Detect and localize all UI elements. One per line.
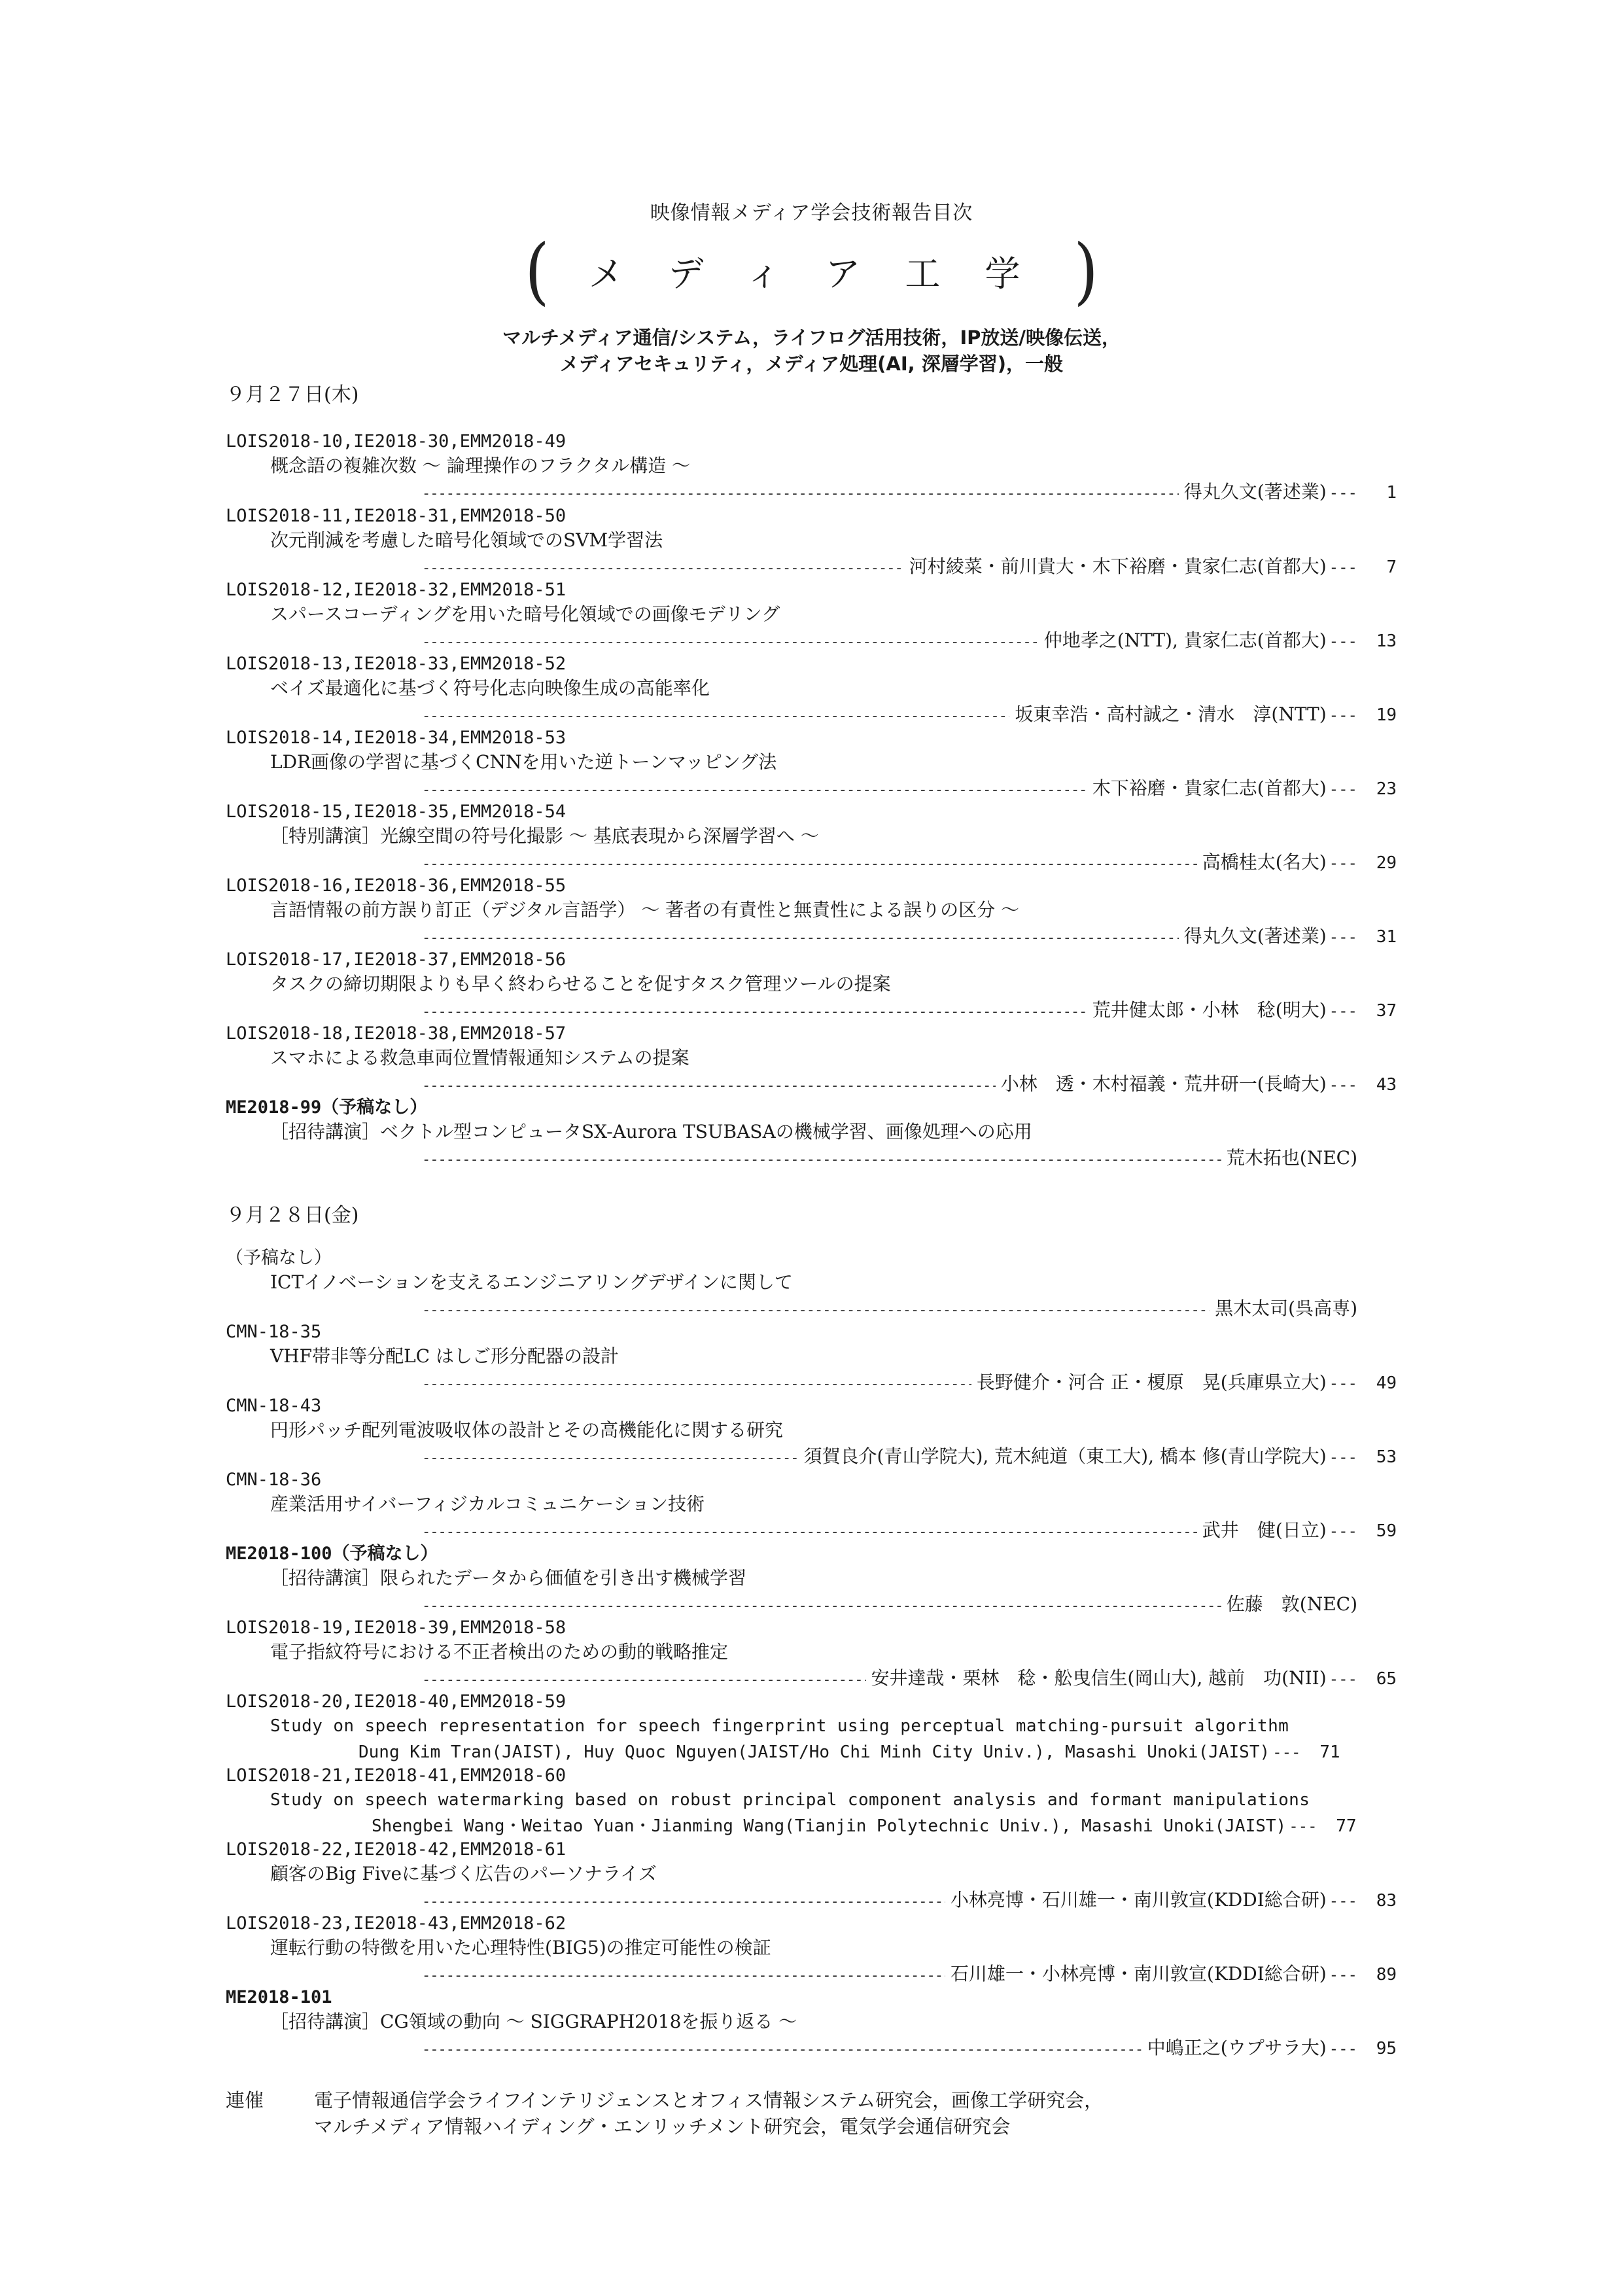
entry-authors: 長野健介・河合 正・榎原 晃(兵庫県立大) [976,1371,1327,1393]
toc-entry[interactable] [226,727,1397,804]
entry-page: 89 [1376,1965,1397,1985]
co-sponsor-block [226,2087,1103,2140]
entry-title: スマホによる救急車両位置情報通知システムの提案 [270,1047,689,1069]
dot-leader [422,1519,1197,1545]
toc-entry[interactable] [226,1321,1397,1398]
entry-title: 言語情報の前方誤り訂正（デジタル言語学） 〜 著者の有責性と無責性による誤りの区分 〜 [270,899,1020,921]
dot-leader [422,481,1179,507]
entry-page: 1 [1386,483,1397,503]
author-line: ----- 安井達哉・栗林 稔・舩曳信生(岡山大), 越前 功(NII) --- 65 [226,1665,1397,1693]
toc-entry[interactable] [226,1395,1397,1472]
author-line: ----- 木下裕磨・貴家仁志(首都大) --- 23 [226,775,1397,804]
dot-leader [422,1593,1221,1619]
entry-authors: 得丸久文(著述業) [1183,481,1327,503]
toc-entry[interactable] [226,1543,1397,1619]
entry-id: LOIS2018-16,IE2018-36,EMM2018-55 [226,875,567,896]
author-line [226,1591,1397,1619]
author-line: ----- 得丸久文(著述業) --- 1 [226,479,1397,507]
dot-leader [422,1298,1210,1324]
entry-page: 95 [1376,2039,1397,2058]
toc-entry[interactable] [226,1913,1397,1989]
entry-authors: 高橋桂太(名大) [1202,851,1327,873]
report-header [0,196,1623,377]
author-line: Shengbei Wang・Weitao Yuan・Jianming Wang(Tianjin Polytechnic Univ.), Masashi Unoki(JAIST) --- 77 [226,1813,1397,1839]
entry-page: 53 [1376,1447,1397,1467]
co-sponsor-list [314,2087,1103,2140]
entry-title: ［招待講演］限られたデータから価値を引き出す機械学習 [270,1567,747,1589]
author-line: ----- 武井 健(日立) --- 59 [226,1517,1397,1545]
entry-authors: 黒木太司(呉高専) [1215,1298,1357,1319]
entry-authors: 石川雄一・小林亮博・南川敦宣(KDDI総合研) [950,1963,1327,1985]
toc-entry[interactable] [226,653,1397,730]
entry-authors: 佐藤 敦(NEC) [1226,1593,1357,1615]
entry-page: 71 [1319,1742,1340,1762]
toc-entry[interactable] [226,949,1397,1025]
topics [0,325,1623,377]
entry-page: 19 [1376,705,1397,725]
entry-page: 43 [1376,1075,1397,1095]
entry-id: LOIS2018-10,IE2018-30,EMM2018-49 [226,431,567,451]
entry-id: ME2018-100（予稿なし） [226,1544,438,1564]
entry-id: LOIS2018-22,IE2018-42,EMM2018-61 [226,1839,567,1860]
entry-page: 37 [1376,1001,1397,1021]
entry-id: LOIS2018-17,IE2018-37,EMM2018-56 [226,949,567,970]
entry-authors: 河村綾菜・前川貴大・木下裕磨・貴家仁志(首都大) [909,556,1327,577]
entry-title: ［招待講演］ベクトル型コンピュータSX-Aurora TSUBASAの機械学習、画像処理への応用 [270,1121,1032,1142]
entry-title: タスクの締切期限よりも早く終わらせることを促すタスク管理ツールの提案 [270,973,891,995]
toc-entry[interactable] [226,1097,1397,1173]
entry-title: ベイズ最適化に基づく符号化志向映像生成の高能率化 [270,677,710,699]
toc-entry[interactable] [226,1839,1397,1915]
title-frame [0,228,1623,313]
author-line [226,1145,1397,1173]
author-line: ----- 長野健介・河合 正・榎原 晃(兵庫県立大) --- 49 [226,1369,1397,1398]
entry-title: 産業活用サイバーフィジカルコミュニケーション技術 [270,1493,705,1515]
entry-id: （予稿なし） [226,1248,332,1268]
entry-id: LOIS2018-15,IE2018-35,EMM2018-54 [226,802,567,822]
entry-page: 23 [1376,779,1397,799]
dot-leader [422,629,1039,656]
entry-page: 83 [1376,1891,1397,1911]
day-heading: ９月２８日(金) [226,1204,359,1227]
author-line: ----- 高橋桂太(名大) --- 29 [226,849,1397,877]
dot-leader [422,1073,996,1099]
author-line: ----- 得丸久文(著述業) --- 31 [226,923,1397,951]
entry-title: 次元削減を考慮した暗号化領域でのSVM学習法 [270,529,663,551]
entry-page: 7 [1386,557,1397,577]
entry-id: LOIS2018-11,IE2018-31,EMM2018-50 [226,506,567,526]
entry-id: CMN-18-36 [226,1470,322,1490]
entry-authors: 荒井健太郎・小林 稔(明大) [1092,999,1327,1021]
entry-authors: 木下裕磨・貴家仁志(首都大) [1092,777,1327,799]
dot-leader [422,556,904,582]
day-heading: ９月２７日(木) [226,383,359,406]
entry-title: ICTイノベーションを支えるエンジニアリングデザインに関して [270,1271,793,1293]
author-line: ----- 仲地孝之(NTT), 貴家仁志(首都大) --- 13 [226,627,1397,656]
entry-authors: 仲地孝之(NTT), 貴家仁志(首都大) [1043,629,1327,651]
entry-title: LDR画像の学習に基づくCNNを用いた逆トーンマッピング法 [270,751,777,773]
author-line: ----- 坂東幸浩・高村誠之・清水 淳(NTT) --- 19 [226,701,1397,730]
toc-entry[interactable] [226,875,1397,951]
entry-id: LOIS2018-20,IE2018-40,EMM2018-59 [226,1691,567,1712]
dot-leader [422,1963,945,1989]
toc-entry[interactable] [226,1247,1397,1324]
entry-page: 59 [1376,1521,1397,1541]
entry-id: LOIS2018-21,IE2018-41,EMM2018-60 [226,1765,567,1786]
co-sponsor-label: 連催 [226,2089,264,2111]
entry-id: ME2018-101 [226,1987,332,2007]
entry-page: 29 [1376,853,1397,873]
entry-id: LOIS2018-19,IE2018-39,EMM2018-58 [226,1617,567,1638]
entry-authors: 荒木拓也(NEC) [1226,1147,1357,1169]
entry-title: 電子指紋符号における不正者検出のための動的戦略推定 [270,1641,729,1663]
entry-page: 77 [1336,1816,1357,1836]
entry-page: 49 [1376,1373,1397,1393]
entry-id: LOIS2018-13,IE2018-33,EMM2018-52 [226,654,567,674]
dot-leader [422,851,1197,877]
author-line: ----- 荒井健太郎・小林 稔(明大) --- 37 [226,997,1397,1025]
toc-entry[interactable] [226,431,1397,507]
toc-entry[interactable] [226,505,1397,582]
dot-leader [422,1371,971,1398]
co-sponsor-line-2: マルチメディア情報ハイディング・エンリッチメント研究会，電気学会通信研究会 [314,2115,1011,2138]
entry-page: 13 [1376,631,1397,651]
entry-id: LOIS2018-14,IE2018-34,EMM2018-53 [226,728,567,748]
entry-authors: 中嶋正之(ウプサラ大) [1147,2037,1327,2058]
author-line: ----- 石川雄一・小林亮博・南川敦宣(KDDI総合研) --- 89 [226,1961,1397,1989]
left-bracket: ( [525,228,550,313]
toc-entry[interactable] [226,1691,1397,1765]
dot-leader [422,703,1009,730]
entry-id: CMN-18-35 [226,1322,322,1342]
entry-id: ME2018-99（予稿なし） [226,1097,428,1118]
entry-authors: 坂東幸浩・高村誠之・清水 淳(NTT) [1015,703,1327,725]
dot-leader [422,1147,1221,1173]
author-line: ----- 河村綾菜・前川貴大・木下裕磨・貴家仁志(首都大) --- 7 [226,554,1397,582]
entry-id: LOIS2018-23,IE2018-43,EMM2018-62 [226,1913,567,1934]
entry-authors: 武井 健(日立) [1202,1519,1327,1541]
author-line: Dung Kim Tran(JAIST), Huy Quoc Nguyen(JAIST/Ho Chi Minh City Univ.), Masashi Unoki(JAIST) --- 71 [226,1739,1397,1765]
author-line: ----- 須賀良介(青山学院大), 荒木純道（東工大), 橋本 修(青山学院大) --- 53 [226,1443,1397,1472]
dot-leader [422,999,1087,1025]
toc-entry[interactable] [226,801,1397,877]
entry-title: スパースコーディングを用いた暗号化領域での画像モデリング [270,603,780,625]
dot-leader [422,925,1179,951]
report-subtitle: 映像情報メディア学会技術報告目次 [650,202,973,224]
entry-authors: Dung Kim Tran(JAIST), Huy Quoc Nguyen(JAIST/Ho Chi Minh City Univ.), Masashi Unoki(JAIST) [358,1742,1270,1762]
entry-id: CMN-18-43 [226,1396,322,1416]
report-title: メディア工学 [588,253,1065,294]
dot-leader [422,1445,799,1472]
entry-title: Study on speech representation for speech fingerprint using perceptual matching-pursuit algorithm [270,1716,1289,1736]
author-line: ----- 中嶋正之(ウプサラ大) --- 95 [226,2035,1397,2063]
dot-leader [422,1889,945,1915]
entry-id: LOIS2018-12,IE2018-32,EMM2018-51 [226,580,567,600]
author-line: ----- 小林 透・木村福義・荒井研一(長崎大) --- 43 [226,1071,1397,1099]
co-sponsor-line-1: 電子情報通信学会ライフインテリジェンスとオフィス情報システム研究会，画像工学研究会， [314,2089,1104,2111]
entry-authors: 小林亮博・石川雄一・南川敦宣(KDDI総合研) [950,1889,1327,1911]
entry-id: LOIS2018-18,IE2018-38,EMM2018-57 [226,1023,567,1044]
entry-title: ［特別講演］光線空間の符号化撮影 〜 基底表現から深層学習へ 〜 [270,825,819,847]
toc-entry[interactable] [226,1023,1397,1099]
author-line [226,1296,1397,1324]
toc-entry[interactable] [226,1617,1397,1693]
entry-page: 31 [1376,927,1397,947]
entry-authors: Shengbei Wang・Weitao Yuan・Jianming Wang(Tianjin Polytechnic Univ.), Masashi Unoki(JAIST) [372,1816,1287,1836]
toc-entry[interactable] [226,1987,1397,2063]
topics-line-2: メディアセキュリティ，メディア処理(AI, 深層学習)，一般 [559,353,1064,375]
topics-line-1: マルチメディア通信/システム，ライフログ活用技術，IP放送/映像伝送， [502,327,1121,349]
entry-authors: 安井達哉・栗林 稔・舩曳信生(岡山大), 越前 功(NII) [871,1667,1327,1689]
entry-title: 円形パッチ配列電波吸収体の設計とその高機能化に関する研究 [270,1419,784,1441]
dot-leader [422,777,1087,804]
dot-leader [422,1667,866,1693]
entry-title: ［招待講演］CG領域の動向 〜 SIGGRAPH2018を振り返る 〜 [270,2011,797,2032]
entry-authors: 小林 透・木村福義・荒井研一(長崎大) [1000,1073,1327,1095]
right-bracket: ) [1073,228,1098,313]
toc-entry[interactable] [226,1765,1397,1839]
entry-title: 運転行動の特徴を用いた心理特性(BIG5)の推定可能性の検証 [270,1937,771,1958]
entry-page: 65 [1376,1669,1397,1689]
toc-entry[interactable] [226,1469,1397,1545]
entry-authors: 得丸久文(著述業) [1183,925,1327,947]
entry-title: 概念語の複雑次数 〜 論理操作のフラクタル構造 〜 [270,455,691,476]
entry-authors: 須賀良介(青山学院大), 荒木純道（東工大), 橋本 修(青山学院大) [803,1445,1327,1467]
entry-title: Study on speech watermarking based on robust principal component analysis and formant manipulations [270,1790,1310,1810]
toc-entry[interactable] [226,579,1397,656]
entry-title: 顧客のBig Fiveに基づく広告のパーソナライズ [270,1863,657,1884]
author-line: ----- 小林亮博・石川雄一・南川敦宣(KDDI総合研) --- 83 [226,1887,1397,1915]
entry-title: VHF帯非等分配LC はしご形分配器の設計 [270,1345,619,1367]
dot-leader [422,2037,1142,2063]
